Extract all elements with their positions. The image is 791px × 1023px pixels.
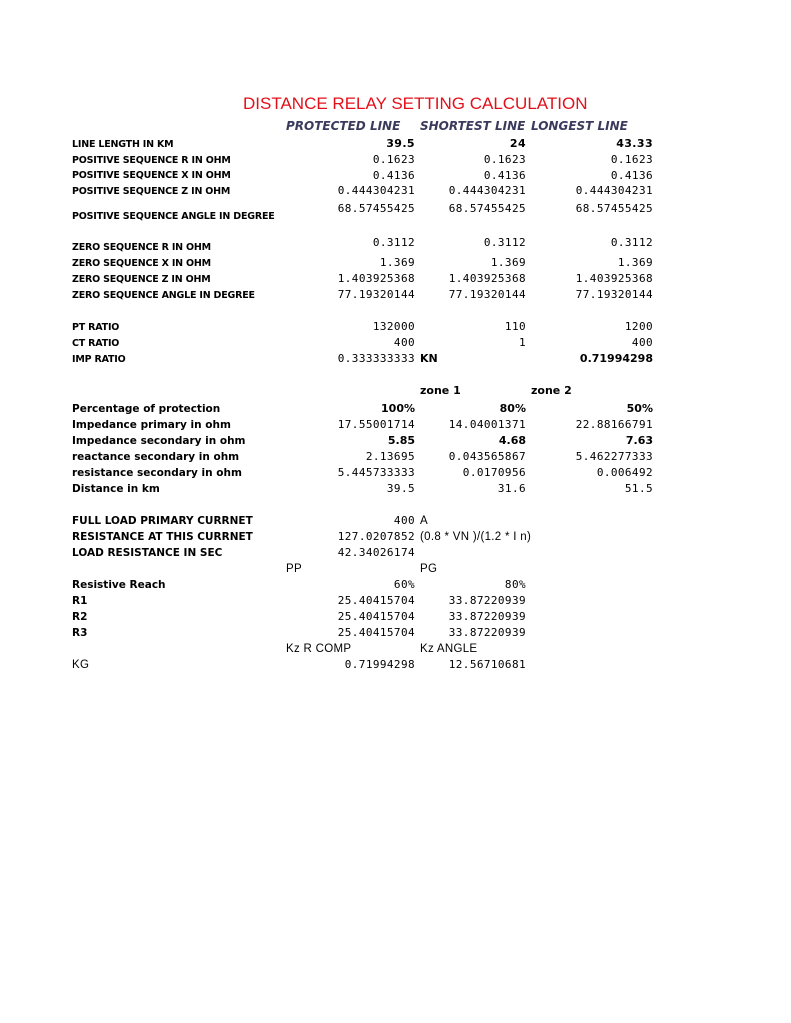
row-label: R1 xyxy=(72,595,88,607)
load-resistance-value: 42.34026174 xyxy=(337,546,415,559)
cell-value: 39.5 xyxy=(386,482,415,495)
page-title: DISTANCE RELAY SETTING CALCULATION xyxy=(243,94,588,113)
cell-value: 1.369 xyxy=(617,256,653,269)
cell-value: 68.57455425 xyxy=(448,202,526,215)
cell-value: 1200 xyxy=(624,320,653,333)
row-label: POSITIVE SEQUENCE ANGLE IN DEGREE xyxy=(72,211,275,222)
row-label: Percentage of protection xyxy=(72,403,221,415)
full-load-value: 400 xyxy=(393,514,415,527)
cell-value: 400 xyxy=(393,336,415,349)
row-label: R2 xyxy=(72,611,88,623)
row-label: ZERO SEQUENCE X IN OHM xyxy=(72,258,211,269)
pg-label: PG xyxy=(420,563,438,575)
cell-value: 43.33 xyxy=(616,137,653,150)
cell-value: 1.369 xyxy=(379,256,415,269)
cell-value: 25.40415704 xyxy=(337,626,415,639)
cell-value: 1 xyxy=(518,336,526,349)
cell-value: 110 xyxy=(504,320,526,333)
cell-value: 0.3112 xyxy=(483,236,526,249)
cell-value: 0.1623 xyxy=(610,153,653,166)
imp-ratio-value: 0.333333333 xyxy=(337,352,415,365)
cell-value: 33.87220939 xyxy=(448,610,526,623)
cell-value: 0.3112 xyxy=(610,236,653,249)
row-label: Impedance secondary in ohm xyxy=(72,435,246,447)
resistance-formula: (0.8 * VN )/(1.2 * I n) xyxy=(420,531,532,543)
kz-comp-label: Kz R COMP xyxy=(286,643,352,655)
cell-value: 25.40415704 xyxy=(337,594,415,607)
kz-angle-label: Kz ANGLE xyxy=(420,643,478,655)
cell-value: 1.403925368 xyxy=(337,272,415,285)
cell-value: 1.403925368 xyxy=(448,272,526,285)
row-label: POSITIVE SEQUENCE R IN OHM xyxy=(72,155,231,166)
kg-label: KG xyxy=(72,659,90,671)
cell-value: 33.87220939 xyxy=(448,594,526,607)
cell-value: 0.444304231 xyxy=(337,184,415,197)
cell-value: 5.445733333 xyxy=(337,466,415,479)
cell-value: 0.4136 xyxy=(483,169,526,182)
full-load-label: FULL LOAD PRIMARY CURRNET xyxy=(72,515,253,527)
cell-value: 68.57455425 xyxy=(337,202,415,215)
cell-value: 25.40415704 xyxy=(337,610,415,623)
cell-value: 0.444304231 xyxy=(575,184,653,197)
row-label: resistance secondary in ohm xyxy=(72,467,242,479)
cell-value: 0.1623 xyxy=(372,153,415,166)
cell-value: 31.6 xyxy=(497,482,526,495)
ct-ratio-label: CT RATIO xyxy=(72,338,120,349)
pp-label: PP xyxy=(286,563,302,575)
kz-comp-value: 0.71994298 xyxy=(344,658,415,671)
cell-value: 1.369 xyxy=(490,256,526,269)
cell-value: 80% xyxy=(499,402,526,415)
row-label: POSITIVE SEQUENCE X IN OHM xyxy=(72,170,231,181)
cell-value: 0.1623 xyxy=(483,153,526,166)
cell-value: 0.3112 xyxy=(372,236,415,249)
cell-value: 5.462277333 xyxy=(575,450,653,463)
cell-value: 5.85 xyxy=(387,434,415,447)
cell-value: 0.043565867 xyxy=(448,450,526,463)
imp-ratio-label: IMP RATIO xyxy=(72,354,126,365)
kn-label: KN xyxy=(420,352,438,365)
full-load-unit: A xyxy=(420,515,428,527)
header-longest-line: LONGEST LINE xyxy=(531,119,628,133)
row-label: LINE LENGTH IN KM xyxy=(72,139,174,150)
cell-value: 50% xyxy=(626,402,653,415)
cell-value: 132000 xyxy=(372,320,415,333)
cell-value: 33.87220939 xyxy=(448,626,526,639)
row-label: Resistive Reach xyxy=(72,579,166,591)
cell-value: 100% xyxy=(381,402,415,415)
cell-value: 0.4136 xyxy=(372,169,415,182)
resistance-label: RESISTANCE AT THIS CURRNET xyxy=(72,531,253,543)
cell-value: 17.55001714 xyxy=(337,418,415,431)
cell-value: 1.403925368 xyxy=(575,272,653,285)
row-label: R3 xyxy=(72,627,88,639)
kz-angle-value: 12.56710681 xyxy=(448,658,526,671)
cell-value: 80% xyxy=(504,578,526,591)
cell-value: 77.19320144 xyxy=(337,288,415,301)
row-label: reactance secondary in ohm xyxy=(72,451,240,463)
row-label: Distance in km xyxy=(72,483,160,495)
resistance-value: 127.0207852 xyxy=(337,530,415,543)
cell-value: 24 xyxy=(509,137,526,150)
row-label: ZERO SEQUENCE R IN OHM xyxy=(72,242,211,253)
cell-value: 400 xyxy=(631,336,653,349)
cell-value: 77.19320144 xyxy=(575,288,653,301)
row-label: ZERO SEQUENCE Z IN OHM xyxy=(72,274,211,285)
load-resistance-label: LOAD RESISTANCE IN SEC xyxy=(72,547,223,559)
cell-value: 2.13695 xyxy=(365,450,415,463)
cell-value: 0.006492 xyxy=(596,466,653,479)
cell-value: 77.19320144 xyxy=(448,288,526,301)
zone1-label: zone 1 xyxy=(420,384,461,397)
cell-value: 7.63 xyxy=(625,434,653,447)
pt-ratio-label: PT RATIO xyxy=(72,322,120,333)
row-label: POSITIVE SEQUENCE Z IN OHM xyxy=(72,186,231,197)
header-shortest-line: SHORTEST LINE xyxy=(420,119,526,133)
cell-value: 22.88166791 xyxy=(575,418,653,431)
header-protected-line: PROTECTED LINE xyxy=(286,119,401,133)
row-label: ZERO SEQUENCE ANGLE IN DEGREE xyxy=(72,290,255,301)
cell-value: 4.68 xyxy=(498,434,526,447)
cell-value: 39.5 xyxy=(386,137,415,150)
cell-value: 51.5 xyxy=(624,482,653,495)
cell-value: 68.57455425 xyxy=(575,202,653,215)
cell-value: 0.4136 xyxy=(610,169,653,182)
zone2-label: zone 2 xyxy=(531,384,572,397)
cell-value: 0.0170956 xyxy=(462,466,526,479)
cell-value: 60% xyxy=(393,578,415,591)
row-label: Impedance primary in ohm xyxy=(72,419,231,431)
kn-value: 0.71994298 xyxy=(579,352,653,365)
cell-value: 14.04001371 xyxy=(448,418,526,431)
cell-value: 0.444304231 xyxy=(448,184,526,197)
